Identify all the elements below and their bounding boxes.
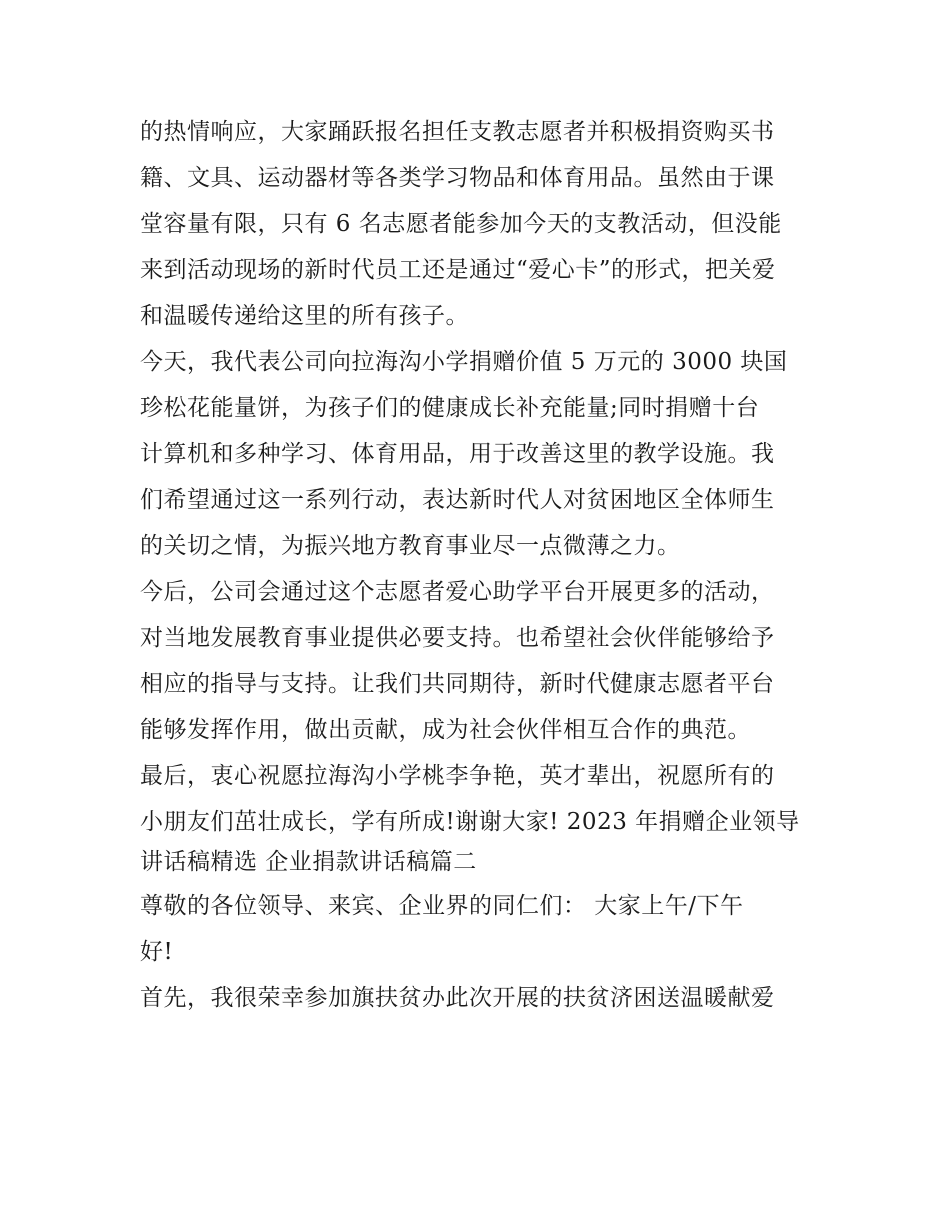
- text-line-3: 堂容量有限，只有 6 名志愿者能参加今天的支教活动，但没能: [140, 211, 782, 237]
- text-line-14: 能够发挥作用，做出贡献，成为社会伙伴相互合作的典范。: [140, 717, 751, 743]
- text-line-13: 相应的指导与支持。让我们共同期待，新时代健康志愿者平台: [140, 671, 775, 697]
- text-line-4: 来到活动现场的新时代员工还是通过“爱心卡”的形式，把关爱: [140, 257, 776, 283]
- text-line-12: 对当地发展教育事业提供必要支持。也希望社会伙伴能够给予: [140, 625, 775, 651]
- text-line-7: 珍松花能量饼，为孩子们的健康成长补充能量;同时捐赠十台: [140, 395, 760, 421]
- text-line-20: 首先，我很荣幸参加旗扶贫办此次开展的扶贫济困送温暖献爱: [140, 985, 775, 1011]
- text-line-18: 尊敬的各位领导、来宾、企业界的同仁们： 大家上午/下午: [140, 893, 744, 919]
- text-line-16: 小朋友们茁壮成长，学有所成!谢谢大家! 2023 年捐赠企业领导: [140, 809, 800, 835]
- text-line-10: 的关切之情，为振兴地方教育事业尽一点微薄之力。: [140, 533, 681, 559]
- text-line-15: 最后，衷心祝愿拉海沟小学桃李争艳，英才辈出，祝愿所有的: [140, 763, 775, 789]
- text-line-6: 今天，我代表公司向拉海沟小学捐赠价值 5 万元的 3000 块国: [140, 349, 788, 375]
- text-line-9: 们希望通过这一系列行动，表达新时代人对贫困地区全体师生: [140, 487, 775, 513]
- text-line-8: 计算机和多种学习、体育用品，用于改善这里的教学设施。我: [140, 441, 775, 467]
- text-line-17: 讲话稿精选 企业捐款讲话稿篇二: [140, 849, 477, 875]
- text-line-2: 籍、文具、运动器材等各类学习物品和体育用品。虽然由于课: [140, 165, 775, 191]
- text-line-1: 的热情响应，大家踊跃报名担任支教志愿者并积极捐资购买书: [140, 119, 775, 145]
- text-line-5: 和温暖传递给这里的所有孩子。: [140, 303, 469, 329]
- document-body: [140, 109, 820, 1021]
- text-line-11: 今后，公司会通过这个志愿者爱心助学平台开展更多的活动，: [140, 579, 775, 605]
- text-line-19: 好!: [140, 939, 174, 965]
